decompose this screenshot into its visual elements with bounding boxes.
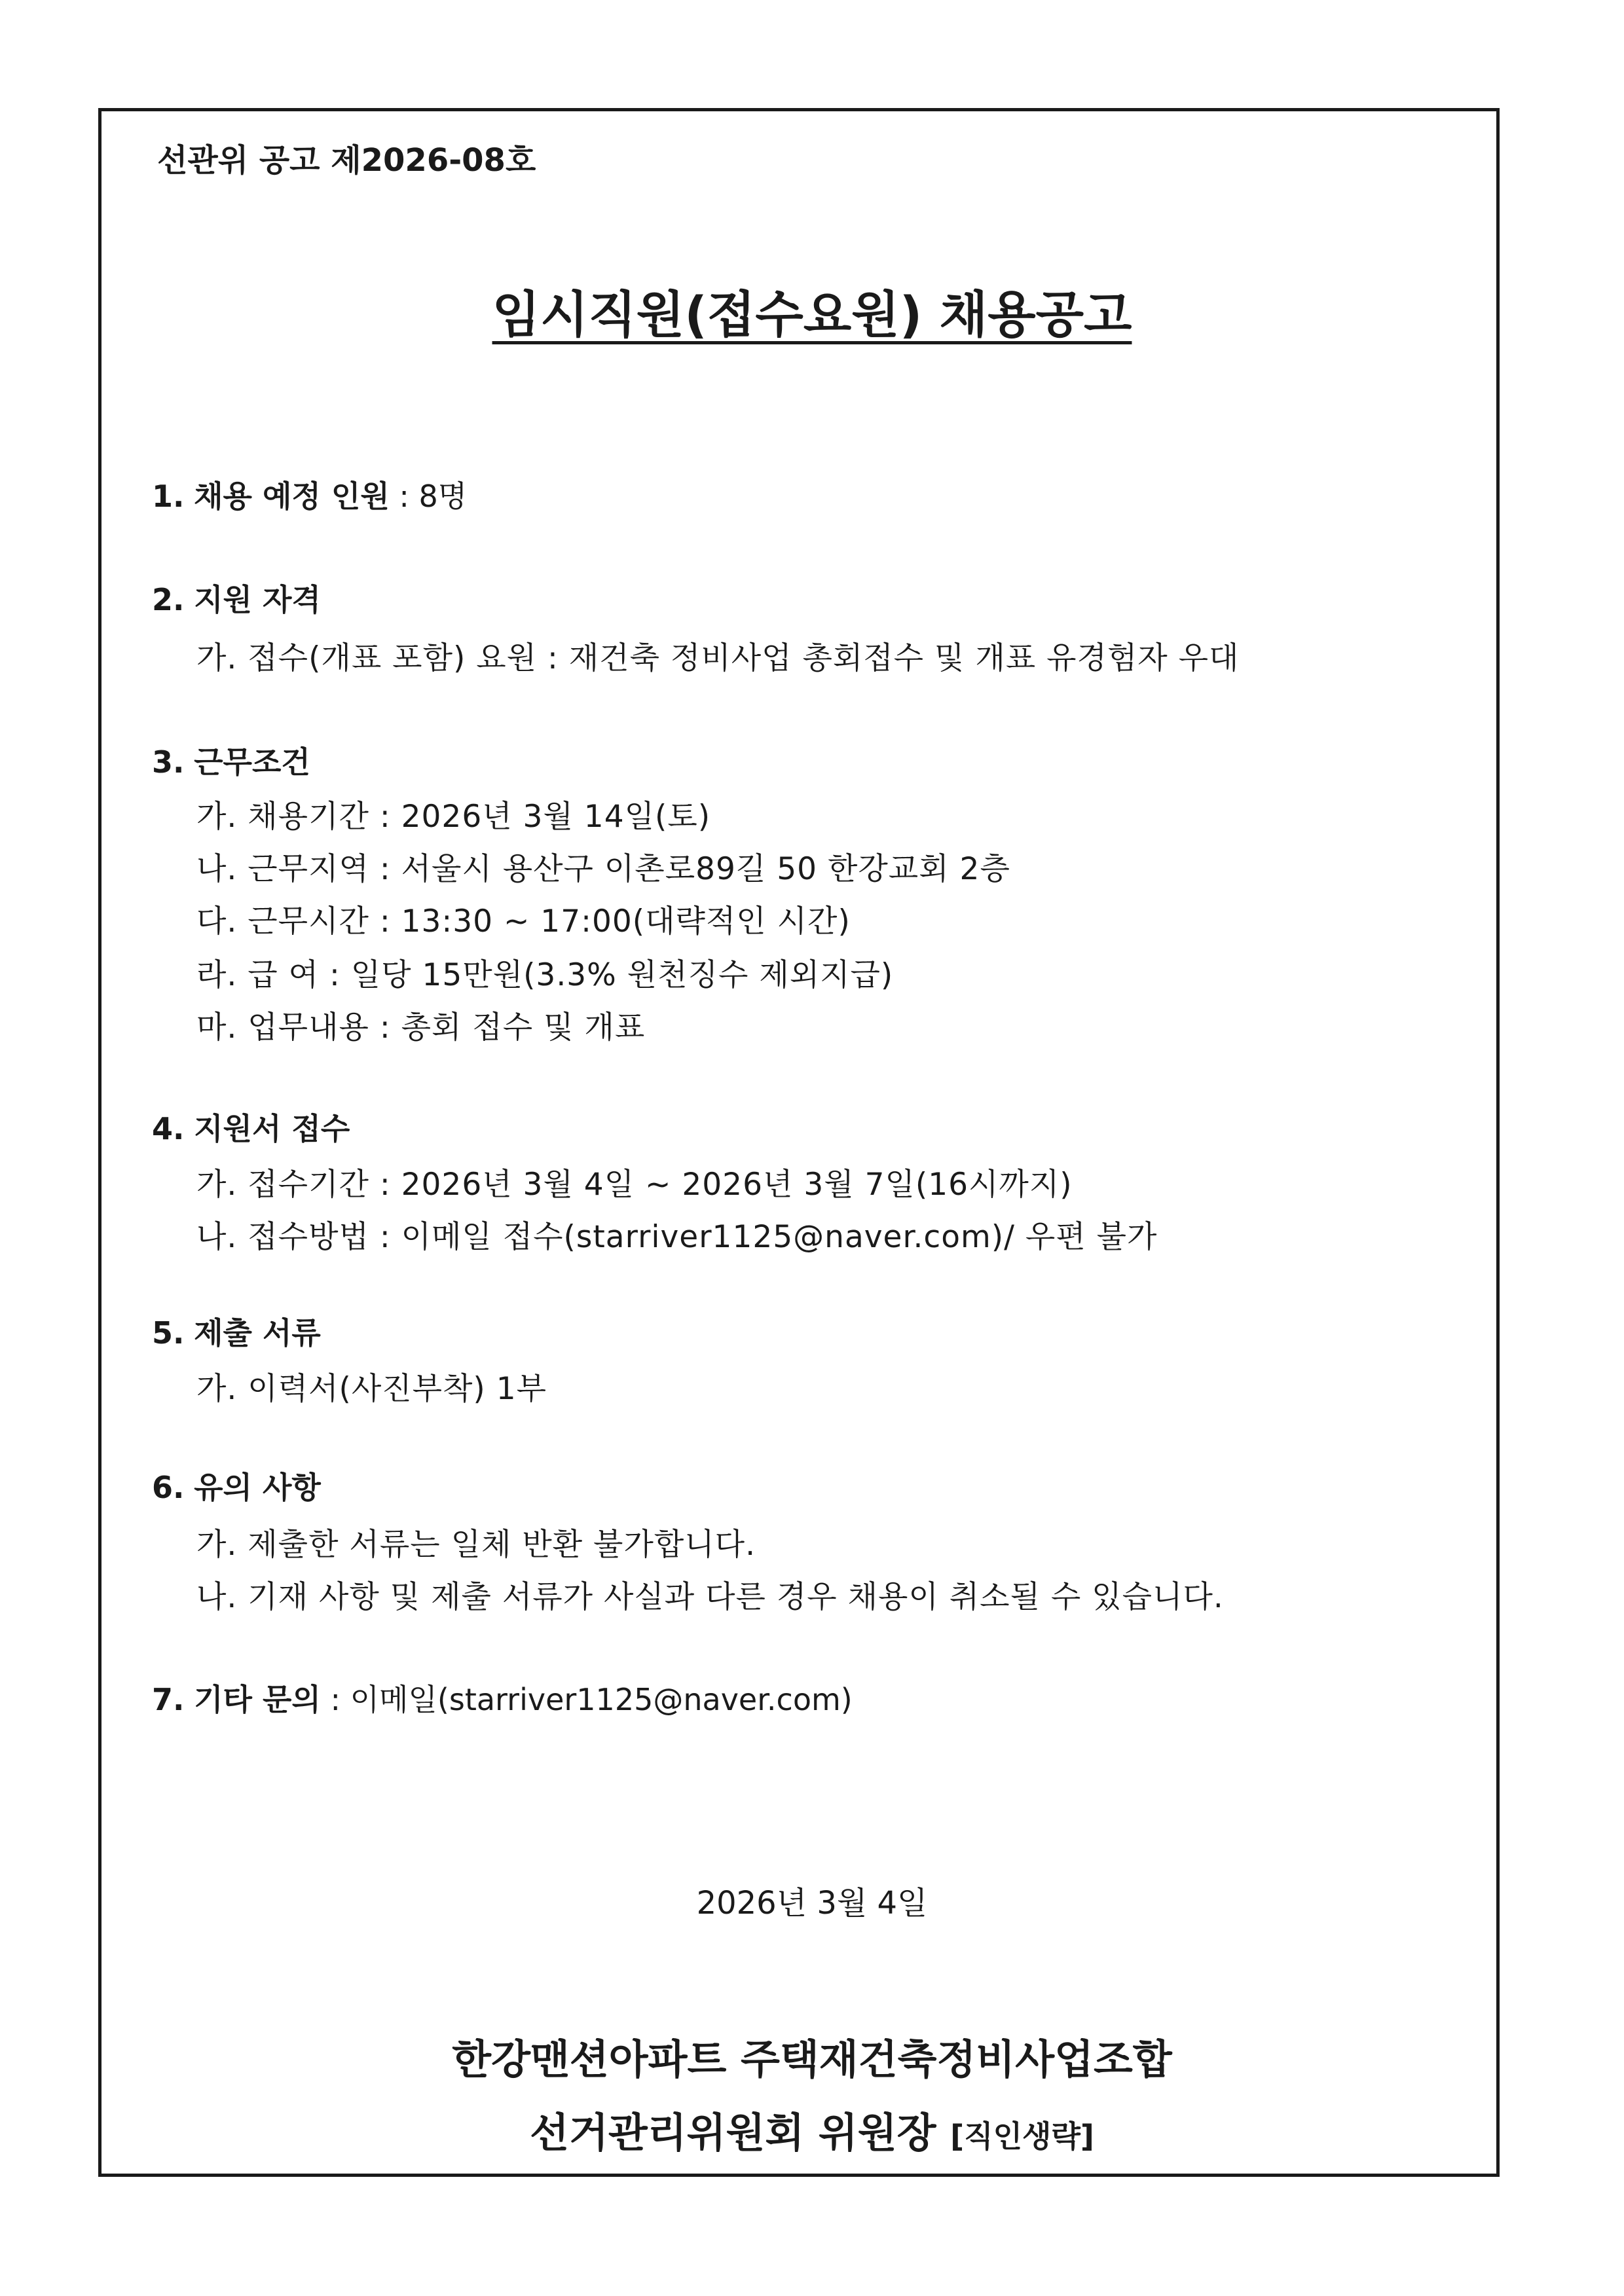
document-title-text: 임시직원(접수요원) 채용공고 <box>492 285 1132 344</box>
section-4-line-2: 나. 접수방법 : 이메일 접수(starriver1125@naver.com)/ 우편 불가 <box>196 1219 1158 1255</box>
section-value: : 8명 <box>389 479 468 514</box>
section-number: 1. <box>152 479 185 514</box>
section-number: 2. <box>152 582 185 617</box>
section-label: 근무조건 <box>194 744 310 780</box>
section-label: 채용 예정 인원 <box>194 479 390 514</box>
section-1-heading <box>152 473 467 516</box>
section-6-line-1: 가. 제출한 서류는 일체 반환 불가합니다. <box>196 1527 756 1563</box>
section-3-line-2: 나. 근무지역 : 서울시 용산구 이촌로89길 50 한강교회 2층 <box>196 851 1010 887</box>
section-label: 제출 서류 <box>194 1315 321 1351</box>
section-label: 기타 문의 <box>194 1682 321 1717</box>
section-4-heading <box>152 1105 350 1148</box>
section-3-line-1: 가. 채용기간 : 2026년 3월 14일(토) <box>196 799 711 835</box>
section-number: 5. <box>152 1315 185 1351</box>
section-number: 7. <box>152 1682 185 1717</box>
section-3-line-4: 라. 급 여 : 일당 15만원(3.3% 원천징수 제외지급) <box>196 957 894 993</box>
section-2-line-1: 가. 접수(개표 포함) 요원 : 재건축 정비사업 총회접수 및 개표 유경험자 우대 <box>196 640 1240 676</box>
section-label: 지원서 접수 <box>194 1111 350 1146</box>
issuer-role: 선거관리위원회 위원장 <box>530 2109 936 2157</box>
section-value: : 이메일(starriver1125@naver.com) <box>320 1682 853 1717</box>
section-2-heading <box>152 576 321 619</box>
notice-number: 선관위 공고 제2026-08호 <box>157 142 536 179</box>
section-label: 유의 사항 <box>194 1470 321 1505</box>
section-number: 4. <box>152 1111 185 1146</box>
seal-omitted-note: [직인생략] <box>950 2119 1094 2154</box>
section-6-line-2: 나. 기재 사항 및 제출 서류가 사실과 다른 경우 채용이 취소될 수 있습니다. <box>196 1579 1224 1615</box>
document-title <box>0 275 1624 346</box>
section-number: 6. <box>152 1470 185 1505</box>
section-3-line-3: 다. 근무시간 : 13:30 ~ 17:00(대략적인 시간) <box>196 903 851 939</box>
section-6-heading <box>152 1464 321 1507</box>
issuer-title <box>0 2100 1624 2159</box>
section-number: 3. <box>152 744 185 780</box>
section-5-line-1: 가. 이력서(사진부착) 1부 <box>196 1371 547 1407</box>
section-label: 지원 자격 <box>194 582 321 617</box>
section-5-heading <box>152 1309 321 1353</box>
section-3-line-5: 마. 업무내용 : 총회 접수 및 개표 <box>196 1010 646 1046</box>
section-7-heading <box>152 1676 853 1719</box>
section-4-line-1: 가. 접수기간 : 2026년 3월 4일 ~ 2026년 3월 7일(16시까지) <box>196 1167 1073 1203</box>
issue-date: 2026년 3월 4일 <box>696 1885 928 1922</box>
section-3-heading <box>152 738 310 782</box>
issuer-organization: 한강맨션아파트 주택재건축정비사업조합 <box>452 2035 1172 2083</box>
